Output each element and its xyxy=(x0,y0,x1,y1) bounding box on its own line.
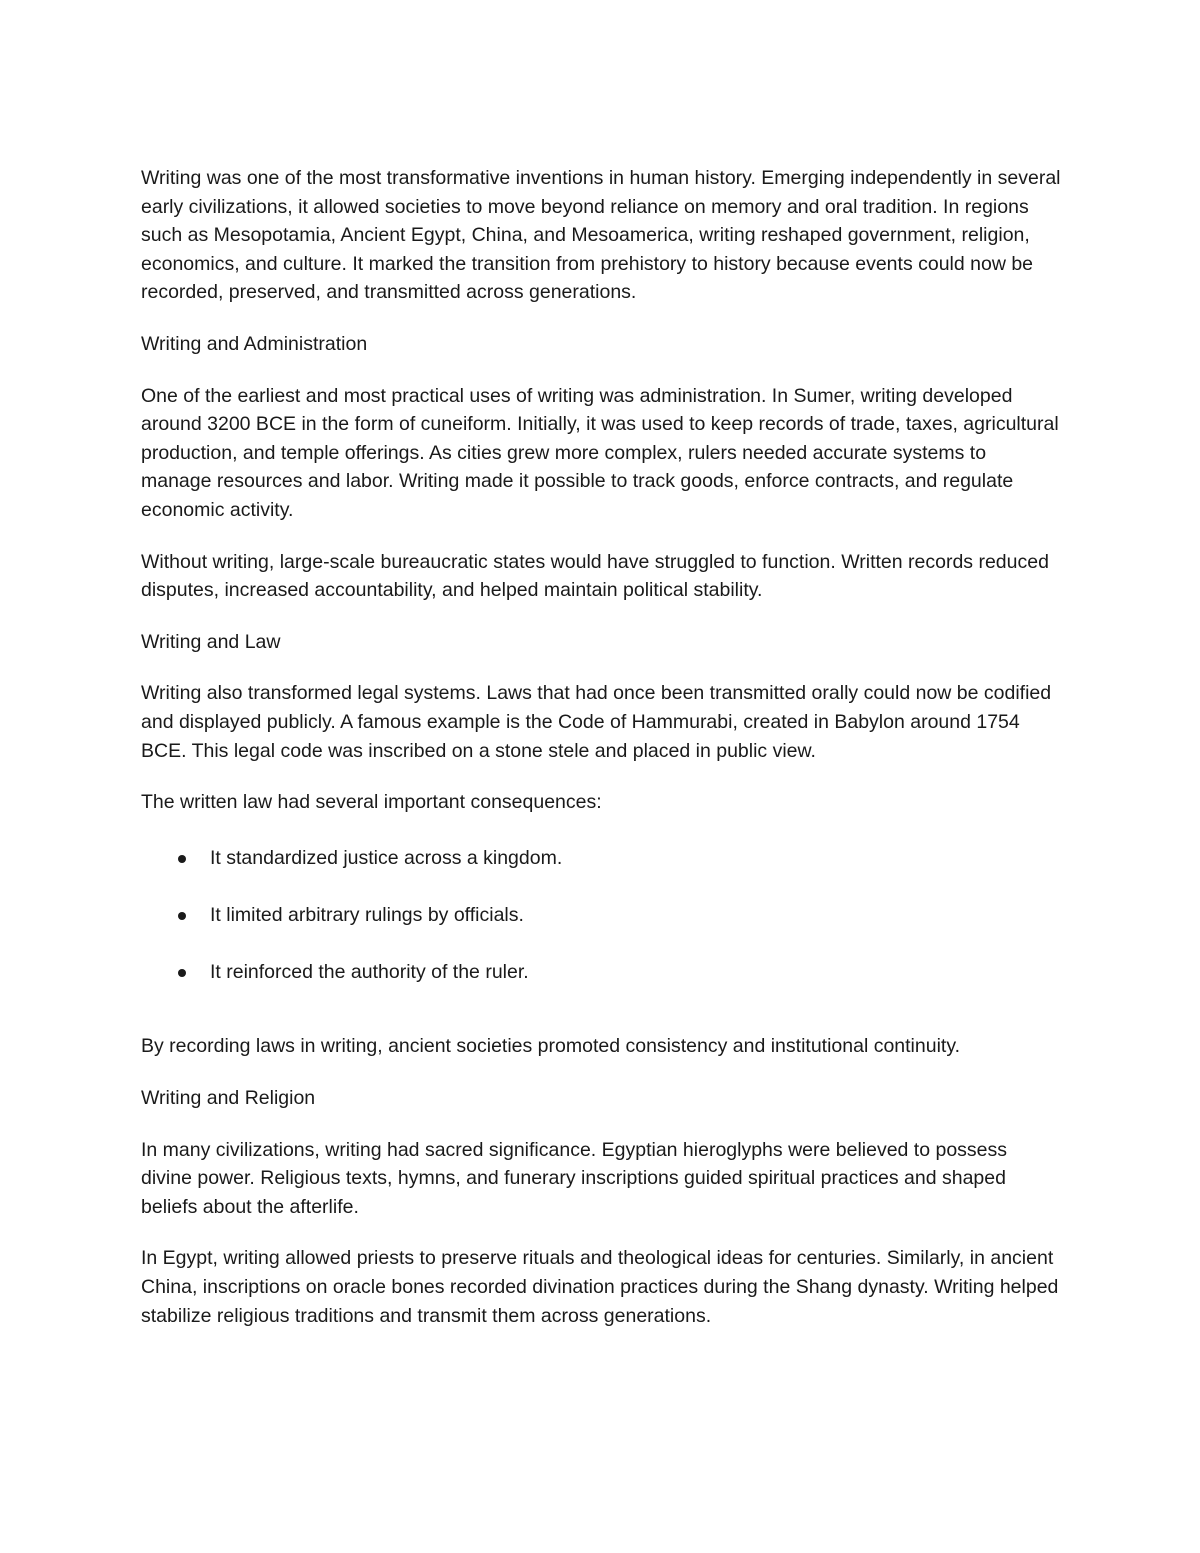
list-item xyxy=(141,901,1061,930)
bullet-icon xyxy=(178,969,186,977)
section-heading-religion: Writing and Religion xyxy=(141,1087,316,1110)
consequences-list xyxy=(141,844,1061,987)
law-paragraph-1: Writing also transformed legal systems. Laws that had once been transmitted orally could now be codified and displayed publicly. A famous example is the Code of Hammurabi, created in Babylon around 1754 BCE. This legal code was inscribed on a stone stele and placed in public view. xyxy=(141,682,1052,762)
section-heading-law: Writing and Law xyxy=(141,630,281,653)
document-page xyxy=(141,164,1061,1353)
bullet-icon xyxy=(178,855,186,863)
religion-paragraph-1: In many civilizations, writing had sacred significance. Egyptian hieroglyphs were believed to possess divine power. Religious texts, hymns, and funerary inscriptions guided spiritual practices and shaped beliefs about the afterlife. xyxy=(141,1138,1008,1218)
administration-paragraph-2: Without writing, large-scale bureaucratic states would have struggled to function. Written records reduced disputes, increased accountability, and helped maintain political stability. xyxy=(141,550,1049,602)
section-heading-administration: Writing and Administration xyxy=(141,332,368,355)
intro-paragraph: Writing was one of the most transformative inventions in human history. Emerging independently in several early civilizations, it allowed societies to move beyond reliance on memory and oral tradition. In regions such as Mesopotamia, Ancient Egypt, China, and Mesoamerica, writing reshaped government, religion, economics, and culture. It marked the transition from prehistory to history because events could now be recorded, preserved, and transmitted across generations. xyxy=(141,167,1061,304)
religion-paragraph-2: In Egypt, writing allowed priests to preserve rituals and theological ideas for centuries. Similarly, in ancient China, inscriptions on oracle bones recorded divination practices during the Shang dynasty. Writing helped stabilize religious traditions and transmit them across generations. xyxy=(141,1247,1059,1327)
list-item-text: It standardized justice across a kingdom. xyxy=(210,846,563,869)
list-item xyxy=(141,958,1061,987)
list-item xyxy=(141,844,1061,873)
administration-paragraph-1: One of the earliest and most practical uses of writing was administration. In Sumer, writing developed around 3200 BCE in the form of cuneiform. Initially, it was used to keep records of trade, taxes, agricultural production, and temple offerings. As cities grew more complex, rulers needed accurate systems to manage resources and labor. Writing made it possible to track goods, enforce contracts, and regulate economic activity. xyxy=(141,384,1059,521)
list-item-text: It reinforced the authority of the ruler. xyxy=(210,960,529,983)
law-paragraph-2: The written law had several important consequences: xyxy=(141,791,602,814)
bullet-icon xyxy=(178,912,186,920)
law-paragraph-3: By recording laws in writing, ancient societies promoted consistency and institutional continuity. xyxy=(141,1035,961,1058)
list-item-text: It limited arbitrary rulings by officials. xyxy=(210,903,524,926)
